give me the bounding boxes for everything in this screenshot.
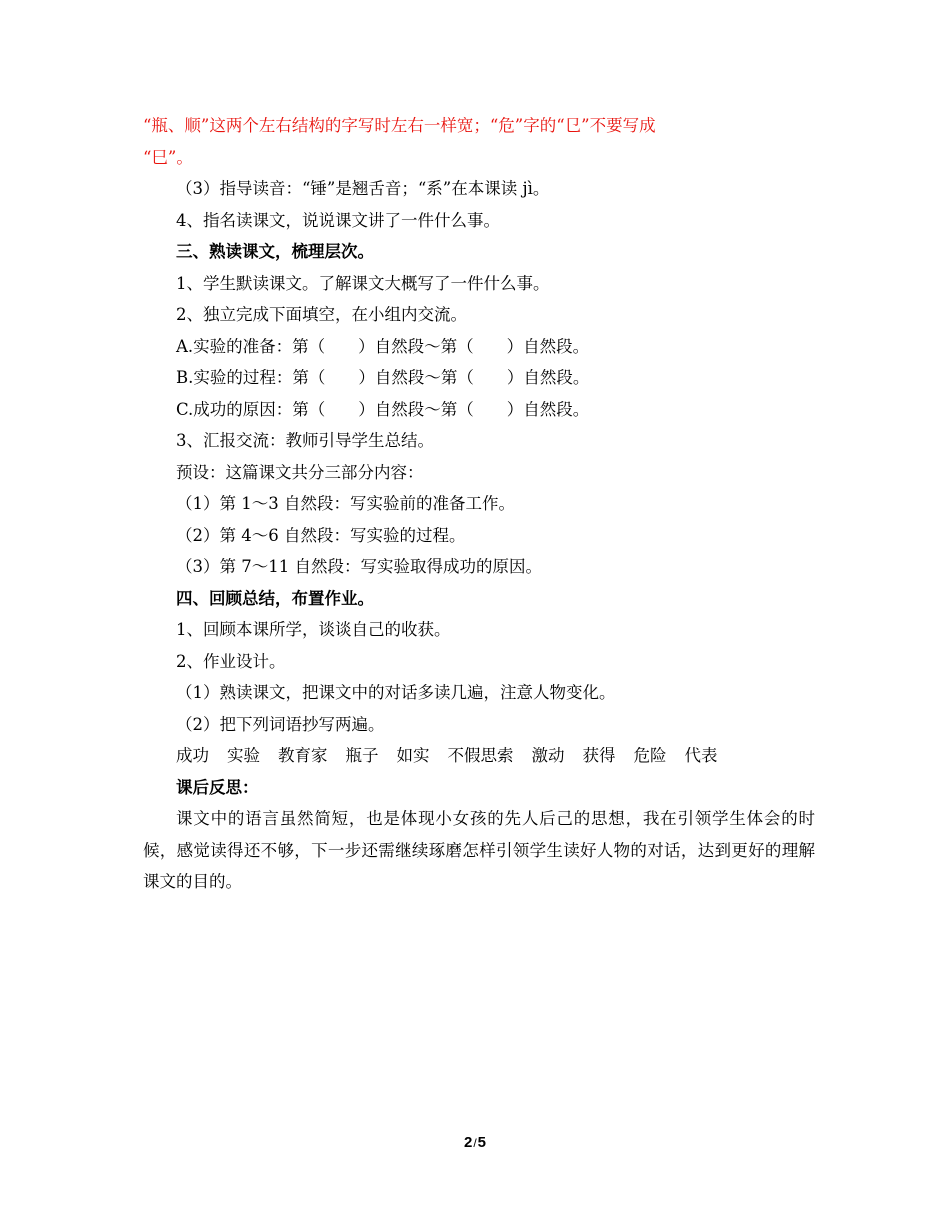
document-body bbox=[143, 110, 815, 898]
vocab-word: 如实 bbox=[396, 746, 430, 765]
vocab-word: 危险 bbox=[633, 746, 667, 765]
vocabulary-list bbox=[143, 740, 815, 772]
homework-1: （1）熟读课文，把课文中的对话多读几遍，注意人物变化。 bbox=[176, 683, 616, 702]
preset-part-3: （3）第 7～11 自然段：写实验取得成功的原因。 bbox=[176, 557, 542, 576]
vocab-word: 教育家 bbox=[278, 746, 328, 765]
page-current: 2 bbox=[463, 1134, 473, 1151]
writing-tip-line-1: “瓶、顺”这两个左右结构的字写时左右一样宽；“危”字的“㔾”不要写成 bbox=[143, 116, 656, 135]
homework-2: （2）把下列词语抄写两遍。 bbox=[176, 714, 385, 734]
fill-blank-b: B.实验的过程：第（ ）自然段～第（ ）自然段。 bbox=[176, 368, 590, 387]
vocab-word: 不假思索 bbox=[447, 746, 514, 765]
section-heading-4: 四、回顾总结，布置作业。 bbox=[176, 588, 374, 608]
vocab-word: 获得 bbox=[582, 746, 616, 765]
preset-part-2: （2）第 4～6 自然段：写实验的过程。 bbox=[176, 525, 466, 545]
page-separator: / bbox=[473, 1136, 477, 1150]
reflection-title: 课后反思： bbox=[176, 777, 259, 797]
vocab-word: 实验 bbox=[227, 746, 260, 765]
writing-tip-line-2: “巳”。 bbox=[143, 147, 193, 167]
review-step-2: 2、作业设计。 bbox=[176, 651, 286, 671]
page-total: 5 bbox=[477, 1134, 487, 1151]
pronunciation-guide: （3）指导读音：“锤”是翘舌音；“系”在本课读 jì。 bbox=[176, 179, 550, 198]
page-number bbox=[0, 1134, 950, 1151]
step-1-silent-read: 1、学生默读课文。了解课文大概写了一件什么事。 bbox=[176, 273, 550, 293]
fill-blank-c: C.成功的原因：第（ ）自然段～第（ ）自然段。 bbox=[176, 399, 590, 419]
vocab-word: 代表 bbox=[684, 746, 718, 765]
vocab-word: 成功 bbox=[176, 746, 209, 765]
preset-part-1: （1）第 1～3 自然段：写实验前的准备工作。 bbox=[176, 494, 515, 513]
section-heading-3: 三、熟读课文，梳理层次。 bbox=[176, 242, 374, 261]
step-2-fill-blanks: 2、独立完成下面填空，在小组内交流。 bbox=[176, 305, 467, 324]
reflection-text: 课文中的语言虽然简短，也是体现小女孩的先人后己的思想，我在引领学生体会的时候，感觉读得还不够，下一步还需继续琢磨怎样引领学生读好人物的对话，达到更好的理解课文的目的。 bbox=[143, 809, 815, 891]
vocab-word: 激动 bbox=[531, 746, 565, 765]
vocab-word: 瓶子 bbox=[345, 746, 379, 765]
preset-intro: 预设：这篇课文共分三部分内容： bbox=[176, 462, 424, 482]
step-3-report: 3、汇报交流：教师引导学生总结。 bbox=[176, 431, 434, 450]
step-4-read-aloud: 4、指名读课文，说说课文讲了一件什么事。 bbox=[176, 210, 500, 230]
review-step-1: 1、回顾本课所学，谈谈自己的收获。 bbox=[176, 620, 451, 639]
fill-blank-a: A.实验的准备：第（ ）自然段～第（ ）自然段。 bbox=[176, 336, 590, 356]
